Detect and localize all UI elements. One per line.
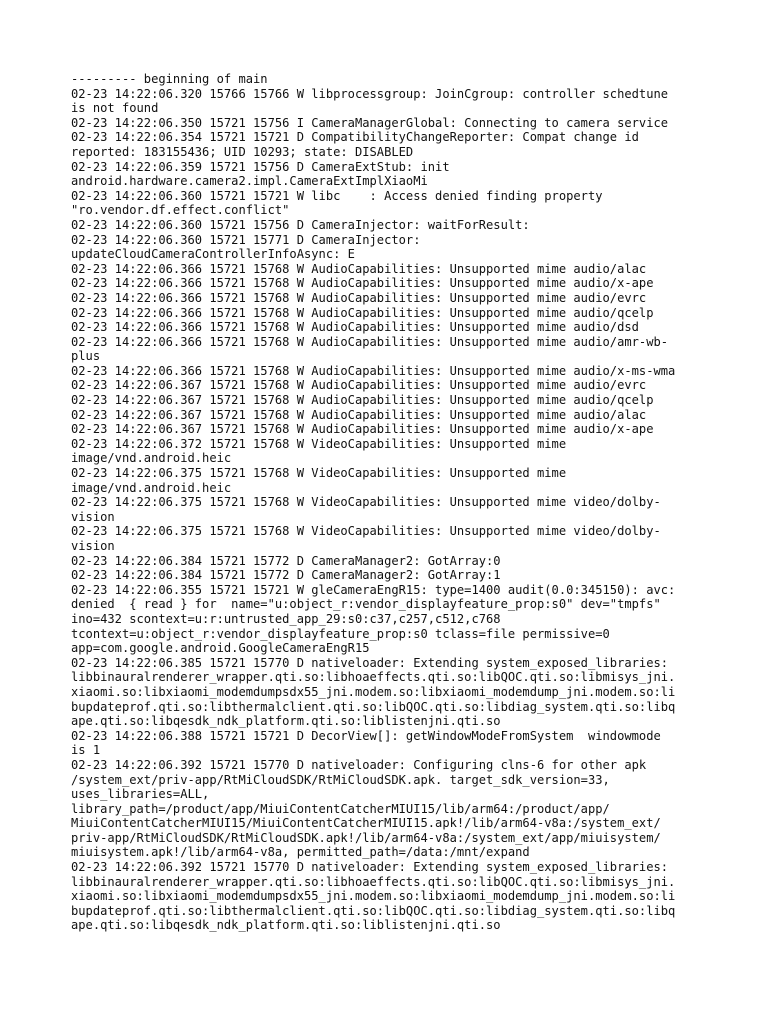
log-line: android.hardware.camera2.impl.CameraExtImplXiaoMi	[71, 174, 428, 189]
log-line: bupdateprof.qti.so:libthermalclient.qti.so:libQOC.qti.so:libdiag_system.qti.so:libq	[71, 699, 676, 714]
log-line: 02-23 14:22:06.384 15721 15772 D CameraManager2: GotArray:1	[71, 568, 501, 583]
log-line: /system_ext/priv-app/RtMiCloudSDK/RtMiCloudSDK.apk. target_sdk_version=33,	[71, 772, 610, 787]
log-line: 02-23 14:22:06.385 15721 15770 D nativeloader: Extending system_exposed_libraries:	[71, 655, 669, 670]
log-line: 02-23 14:22:06.388 15721 15721 D DecorView[]: getWindowModeFromSystem windowmode	[71, 728, 661, 743]
log-line: 02-23 14:22:06.372 15721 15768 W VideoCapabilities: Unsupported mime	[71, 436, 567, 451]
log-line: library_path=/product/app/MiuiContentCatcherMIUI15/lib/arm64:/product/app/	[71, 801, 610, 816]
log-line: 02-23 14:22:06.360 15721 15771 D CameraInjector:	[71, 232, 421, 247]
log-line: is 1	[71, 743, 101, 758]
log-line: 02-23 14:22:06.350 15721 15756 I CameraManagerGlobal: Connecting to camera service	[71, 115, 669, 130]
log-line: 02-23 14:22:06.375 15721 15768 W VideoCapabilities: Unsupported mime video/dolby-	[71, 495, 661, 510]
log-line: 02-23 14:22:06.366 15721 15768 W AudioCapabilities: Unsupported mime audio/x-ms-wma	[71, 363, 676, 378]
log-line: 02-23 14:22:06.392 15721 15770 D nativeloader: Extending system_exposed_libraries:	[71, 860, 669, 875]
log-line: image/vnd.android.heic	[71, 451, 232, 466]
log-line: miuisystem.apk!/lib/arm64-v8a, permitted_path=/data:/mnt/expand	[71, 845, 530, 860]
log-line: 02-23 14:22:06.366 15721 15768 W AudioCapabilities: Unsupported mime audio/dsd	[71, 320, 639, 335]
log-line: 02-23 14:22:06.384 15721 15772 D CameraManager2: GotArray:0	[71, 553, 501, 568]
log-line: ape.qti.so:libqesdk_ndk_platform.qti.so:liblistenjni.qti.so	[71, 918, 501, 933]
log-document	[71, 72, 701, 933]
log-line: --------- beginning of main	[71, 72, 268, 86]
log-line: 02-23 14:22:06.320 15766 15766 W libprocessgroup: JoinCgroup: controller schedtune	[71, 86, 669, 101]
log-line: 02-23 14:22:06.354 15721 15721 D CompatibilityChangeReporter: Compat change id	[71, 130, 639, 145]
log-line: 02-23 14:22:06.366 15721 15768 W AudioCapabilities: Unsupported mime audio/amr-wb-	[71, 334, 669, 349]
log-line: 02-23 14:22:06.392 15721 15770 D nativeloader: Configuring clns-6 for other apk	[71, 757, 647, 772]
log-line: app=com.google.android.GoogleCameraEngR15	[71, 641, 370, 656]
log-line: libbinauralrenderer_wrapper.qti.so:libhoaeffects.qti.so:libQOC.qti.so:libmisys_jni.	[71, 874, 676, 889]
log-line: 02-23 14:22:06.366 15721 15768 W AudioCapabilities: Unsupported mime audio/alac	[71, 261, 647, 276]
log-line: image/vnd.android.heic	[71, 480, 232, 495]
log-line: 02-23 14:22:06.367 15721 15768 W AudioCapabilities: Unsupported mime audio/qcelp	[71, 393, 654, 408]
log-line: 02-23 14:22:06.360 15721 15756 D CameraInjector: waitForResult:	[71, 217, 530, 232]
log-line: xiaomi.so:libxiaomi_modemdumpsdx55_jni.modem.so:libxiaomi_modemdump_jni.modem.so:li	[71, 684, 676, 699]
log-line: 02-23 14:22:06.355 15721 15721 W gleCameraEngR15: type=1400 audit(0.0:345150): avc:	[71, 582, 676, 597]
log-line: tcontext=u:object_r:vendor_displayfeature_prop:s0 tclass=file permissive=0	[71, 626, 610, 641]
log-line: 02-23 14:22:06.360 15721 15721 W libc : Access denied finding property	[71, 188, 603, 203]
log-line: xiaomi.so:libxiaomi_modemdumpsdx55_jni.modem.so:libxiaomi_modemdump_jni.modem.so:li	[71, 889, 676, 904]
log-line: libbinauralrenderer_wrapper.qti.so:libhoaeffects.qti.so:libQOC.qti.so:libmisys_jni.	[71, 670, 676, 685]
log-line: vision	[71, 509, 115, 524]
log-line: 02-23 14:22:06.359 15721 15756 D CameraExtStub: init	[71, 159, 450, 174]
log-line: 02-23 14:22:06.375 15721 15768 W VideoCapabilities: Unsupported mime video/dolby-	[71, 524, 661, 539]
log-line: 02-23 14:22:06.367 15721 15768 W AudioCapabilities: Unsupported mime audio/alac	[71, 407, 647, 422]
log-line: reported: 183155436; UID 10293; state: DISABLED	[71, 144, 414, 159]
log-line: bupdateprof.qti.so:libthermalclient.qti.so:libQOC.qti.so:libdiag_system.qti.so:libq	[71, 903, 676, 918]
log-line: 02-23 14:22:06.366 15721 15768 W AudioCapabilities: Unsupported mime audio/x-ape	[71, 276, 654, 291]
log-line: denied { read } for name="u:object_r:vendor_displayfeature_prop:s0" dev="tmpfs"	[71, 597, 661, 612]
log-body	[71, 72, 701, 933]
log-line: 02-23 14:22:06.366 15721 15768 W AudioCapabilities: Unsupported mime audio/qcelp	[71, 305, 654, 320]
log-line: 02-23 14:22:06.367 15721 15768 W AudioCapabilities: Unsupported mime audio/x-ape	[71, 422, 654, 437]
log-line: 02-23 14:22:06.367 15721 15768 W AudioCapabilities: Unsupported mime audio/evrc	[71, 378, 647, 393]
log-line: 02-23 14:22:06.375 15721 15768 W VideoCapabilities: Unsupported mime	[71, 466, 567, 481]
log-line: updateCloudCameraControllerInfoAsync: E	[71, 247, 355, 262]
log-line: ape.qti.so:libqesdk_ndk_platform.qti.so:liblistenjni.qti.so	[71, 714, 501, 729]
log-line: MiuiContentCatcherMIUI15/MiuiContentCatcherMIUI15.apk!/lib/arm64-v8a:/system_ext/	[71, 816, 661, 831]
log-line: is not found	[71, 101, 159, 116]
log-line: 02-23 14:22:06.366 15721 15768 W AudioCapabilities: Unsupported mime audio/evrc	[71, 290, 647, 305]
log-line: priv-app/RtMiCloudSDK/RtMiCloudSDK.apk!/lib/arm64-v8a:/system_ext/app/miuisystem/	[71, 830, 661, 845]
log-line: "ro.vendor.df.effect.conflict"	[71, 203, 290, 218]
log-line: vision	[71, 539, 115, 553]
log-line: plus	[71, 349, 101, 364]
log-line: uses_libraries=ALL,	[71, 787, 210, 802]
log-line: ino=432 scontext=u:r:untrusted_app_29:s0:c37,c257,c512,c768	[71, 611, 501, 626]
